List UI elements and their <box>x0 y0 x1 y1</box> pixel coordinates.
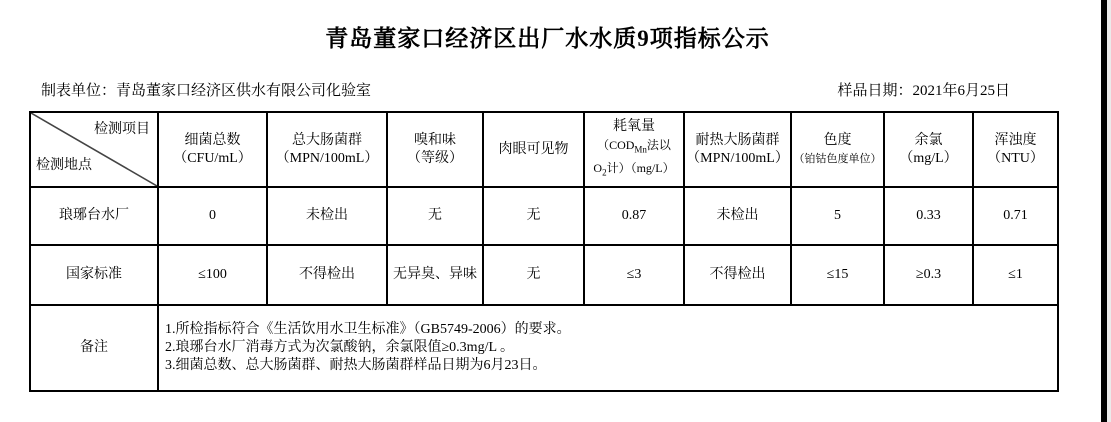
remark-line: 1.所检指标符合《生活饮用水卫生标准》（GB5749-2006）的要求。 <box>165 322 571 337</box>
header-unit: $O_2$计）（mg/L） <box>593 160 675 177</box>
remark-content <box>158 305 1058 391</box>
header-unit: （MPN/100mL） <box>686 150 789 166</box>
header-name: 余氯 <box>914 132 943 148</box>
row-label-langyatai-plant: 琅琊台水厂 <box>30 187 158 245</box>
cell-value: 未检出 <box>267 187 387 245</box>
cell-value: 不得检出 <box>684 245 791 305</box>
header-cell-cod <box>584 112 684 187</box>
window-edge-strip <box>1107 0 1111 422</box>
cell-value: 无 <box>483 187 584 245</box>
row-label-national-standard: 国家标准 <box>30 245 158 305</box>
cell-value: 0.33 <box>884 187 973 245</box>
remark-line: 3.细菌总数、总大肠菌群、耐热大肠菌群样品日期为6月23日。 <box>165 358 547 373</box>
header-cell-total-coliform <box>267 112 387 187</box>
header-cell-residual-chlorine <box>884 112 973 187</box>
header-name: 浑浊度 <box>994 132 1037 148</box>
cell-value: 无 <box>483 245 584 305</box>
header-unit: （NTU） <box>987 150 1044 166</box>
header-name: 耐热大肠菌群 <box>695 132 780 148</box>
cell-value: ≤100 <box>158 245 267 305</box>
cell-value: ≥0.3 <box>884 245 973 305</box>
header-cell-odor-taste <box>387 112 483 187</box>
header-name: 嗅和味 <box>414 132 456 148</box>
remark-label: 备注 <box>30 305 158 391</box>
header-name: 肉眼可见物 <box>498 141 569 157</box>
header-unit: （mg/L） <box>899 150 958 166</box>
header-unit: （铂钴色度单位） <box>793 152 882 165</box>
prepared-by-label: 制表单位：青岛董家口经济区供水有限公司化验室 <box>41 83 372 99</box>
cell-value: 0.71 <box>973 187 1058 245</box>
cell-value: 无 <box>387 187 483 245</box>
cell-value: 0 <box>158 187 267 245</box>
cell-value: ≤3 <box>584 245 684 305</box>
header-cell-thermotolerant-coliform <box>684 112 791 187</box>
cell-value: 不得检出 <box>267 245 387 305</box>
header-name: 色度 <box>823 132 852 148</box>
cell-value: 未检出 <box>684 187 791 245</box>
header-name: 耗氧量 <box>613 119 655 135</box>
corner-label-location: 检测地点 <box>36 158 92 173</box>
sample-date-label: 样品日期：2021年6月25日 <box>837 83 1010 99</box>
cell-value: 0.87 <box>584 187 684 245</box>
table-row <box>30 245 1058 305</box>
header-cell-turbidity <box>973 112 1058 187</box>
header-cell-chroma <box>791 112 884 187</box>
table-row <box>30 187 1058 245</box>
header-name: 细菌总数 <box>184 132 241 148</box>
header-cell-visible-matter <box>483 112 584 187</box>
header-unit: （$COD_{Mn}$法以 <box>597 138 671 155</box>
cell-value: ≤1 <box>973 245 1058 305</box>
remark-line: 2.琅琊台水厂消毒方式为次氯酸钠，余氯限值≥0.3mg/L 。 <box>165 340 514 355</box>
water-quality-table <box>29 111 1059 392</box>
page-title: 青岛董家口经济区出厂水水质9项指标公示 <box>325 26 770 51</box>
cell-value: ≤15 <box>791 245 884 305</box>
header-name: 总大肠菌群 <box>292 132 362 148</box>
header-unit: （MPN/100mL） <box>275 150 379 166</box>
corner-header-cell <box>30 112 158 187</box>
header-unit: （等级） <box>407 150 463 166</box>
header-cell-total-bacteria <box>158 112 267 187</box>
remark-row <box>30 305 1058 391</box>
corner-label-project: 检测项目 <box>94 122 150 137</box>
header-row <box>30 112 1058 187</box>
header-unit: （CFU/mL） <box>173 150 252 166</box>
cell-value: 无异臭、异味 <box>387 245 483 305</box>
cell-value: 5 <box>791 187 884 245</box>
